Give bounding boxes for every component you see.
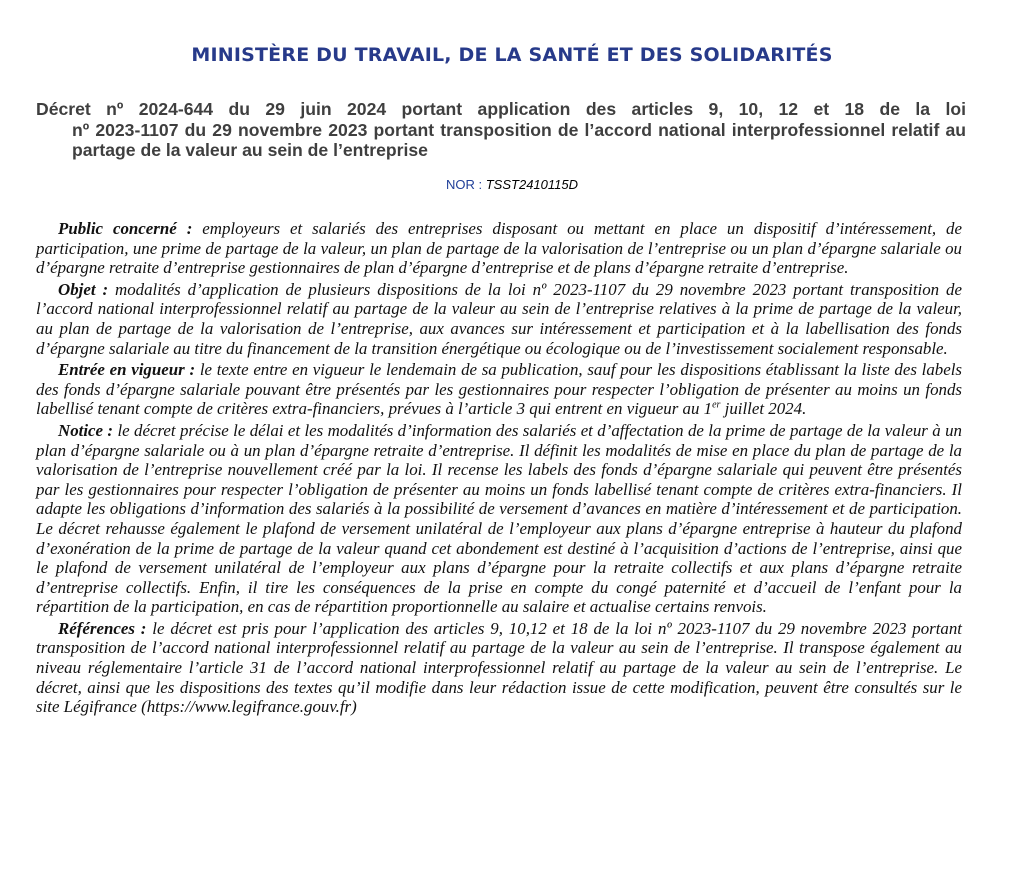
decree-summary [36, 219, 962, 719]
section-text-end: juillet 2024. [720, 399, 807, 419]
superscript-er: er [712, 399, 721, 411]
section-label: Entrée en vigueur : [58, 360, 196, 380]
section-references [36, 619, 962, 717]
section-objet [36, 280, 962, 358]
section-label: Références : [58, 618, 147, 638]
ministry-heading: MINISTÈRE DU TRAVAIL, DE LA SANTÉ ET DES SOLIDARITÉS [191, 44, 833, 66]
section-text: le texte entre en vigueur le lendemain de sa publication, sauf pour les dispositions établissant la liste des labels des fonds d’épargne salariale pouvant être présentés par les gestionnaires pour respecter l’obligation de présenter au moins un fonds labellisé tenant compte de critères extra-financiers, prévues à l’article 3 qui entrent en vigueur au 1 [36, 360, 962, 419]
decree-title [36, 99, 966, 161]
section-label: Notice : [58, 420, 114, 440]
nor-reference [0, 177, 1024, 192]
section-text: le décret est pris pour l’application des articles 9, 10,12 et 18 de la loi nº 2023-1107 du 29 novembre 2023 portant transposition de l’accord national interprofessionnel relatif au partage de la valeur au sein de l’entreprise. Il transpose également au niveau réglementaire l’article 31 de l’accord national interprofessionnel relatif au partage de la valeur au sein de l’entreprise. Le décret, ainsi que les dispositions des textes qu’il modifie dans leur rédaction issue de cette modification, peuvent être consultés sur le site Légifrance (https://www.legifrance.gouv.fr) [36, 618, 962, 717]
section-notice [36, 421, 962, 617]
decree-title-line-2: nº 2023-1107 du 29 novembre 2023 portant transposition de l’accord national interprofessionnel relatif au partage de la valeur au sein de l’entreprise [72, 119, 966, 160]
section-public-concerne [36, 219, 962, 278]
section-text: le décret précise le délai et les modalités d’information des salariés et d’affectation de la prime de partage de la valeur à un plan d’épargne salariale ou à un plan d’épargne retraite d’entreprise. Il définit les modalités de mise en place du plan de partage de la valorisation de l’entreprise nouvellement créé par la loi. Il recense les labels des fonds d’épargne salariale qui peuvent être présentés par les gestionnaires pour respecter l’obligation de présenter au moins un fonds labellisé tenant compte de critères extra-financiers. Il adapte les obligations d’information des salariés à la possibilité de versement d’avances en matière d’intéressement et de participation. Le décret rehausse également le plafond de versement unilatéral de l’employeur aux plans d’épargne entreprise à hauteur du plafond d’exonération de la prime de partage de la valeur quand cet abondement est destiné à l’acquisition d’actions de l’entreprise, ainsi que le plafond de versement unilatéral de l’employeur aux plans d’épargne pour la retraite collectifs et aux plans d’épargne retraite d’entreprise collectifs. Enfin, il tire les conséquences de la prise en compte du congé paternité et d’accueil de l’enfant pour la répartition de la participation, en cas de répartition proportionnelle au salaire et actualise certains renvois. [36, 420, 962, 617]
decree-title-line-1: Décret nº 2024-644 du 29 juin 2024 portant application des articles 9, 10, 12 et 18 de la loi [36, 99, 966, 119]
section-entree-en-vigueur [36, 360, 962, 419]
section-label: Objet : [58, 279, 109, 299]
section-text: modalités d’application de plusieurs dispositions de la loi nº 2023-1107 du 29 novembre 2023 portant transposition de l’accord national interprofessionnel relatif au partage de la valeur au sein de l’entreprise relatives à la prime de partage de la valeur, au plan de partage de la valorisation de l’entreprise, aux avances sur intéressement et participation et à la labellisation des fonds d’épargne salariale au titre du financement de la transition énergétique ou écologique ou de l’investissement socialement responsable. [36, 279, 962, 358]
section-label: Public concerné : [58, 219, 193, 238]
nor-label: NOR : [445, 177, 483, 192]
section-text: employeurs et salariés des entreprises disposant ou mettant en place un dispositif d’intéressement, de participation, une prime de partage de la valeur, un plan de partage de la valorisation de l’entreprise ou un plan d’épargne salariale ou d’épargne retraite d’entreprise gestionnaires de plan d’épargne d’entreprise et de plans d’épargne retraite d’entreprise. [36, 219, 962, 278]
nor-code: TSST2410115D [485, 177, 578, 192]
